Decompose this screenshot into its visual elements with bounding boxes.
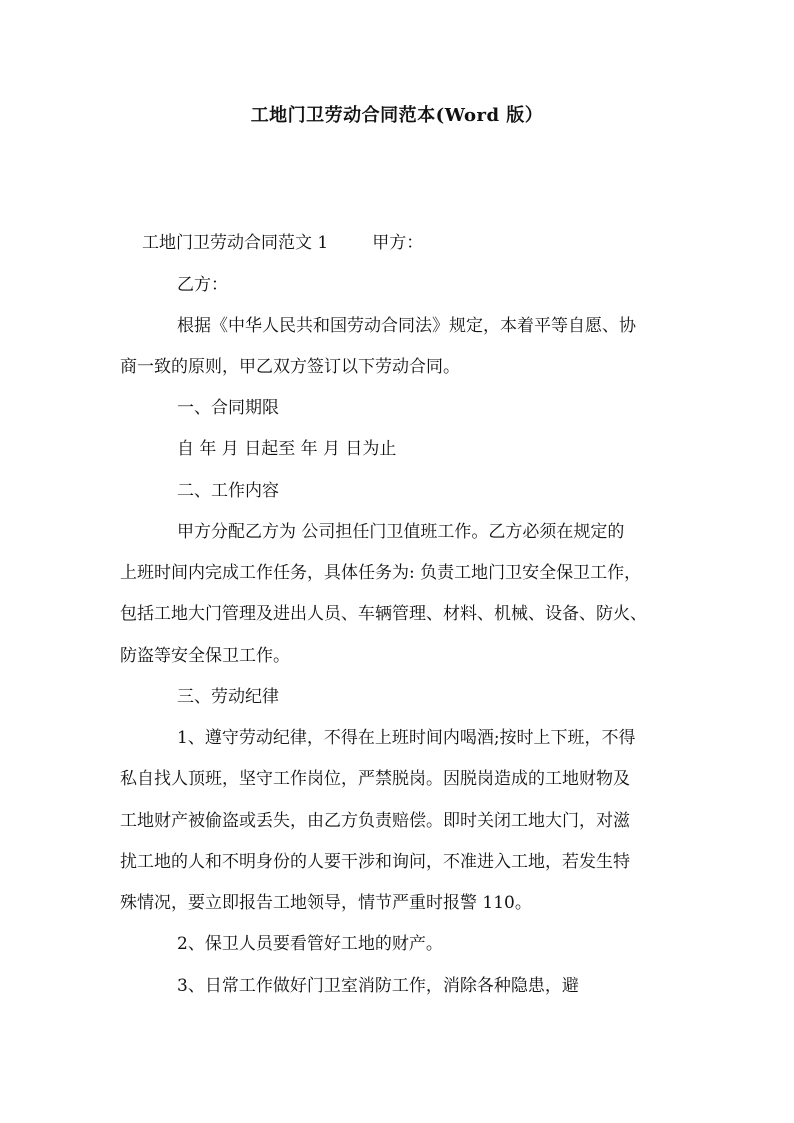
body-line: 根据《中华人民共和国劳动合同法》规定，本着平等自愿、协 bbox=[177, 316, 636, 336]
body-line: 上班时间内完成工作任务，具体任务为: 负责工地门卫安全保卫工作， bbox=[120, 563, 642, 583]
heading-text: 工地门卫劳动合同范文 1 bbox=[142, 233, 329, 253]
body-line: 包括工地大门管理及进出人员、车辆管理、材料、机械、设备、防火、 bbox=[120, 604, 647, 624]
party-a-label: 甲方： bbox=[372, 233, 424, 253]
body-line: 工地财产被偷盗或丢失，由乙方负责赔偿。即时关闭工地大门，对滋 bbox=[120, 811, 630, 831]
body-line bbox=[142, 228, 423, 258]
body-line: 私自找人顶班，坚守工作岗位，严禁脱岗。因脱岗造成的工地财物及 bbox=[120, 769, 630, 789]
section-heading: 二、工作内容 bbox=[177, 481, 279, 501]
body-line: 1、遵守劳动纪律，不得在上班时间内喝酒;按时上下班，不得 bbox=[177, 728, 636, 748]
party-b-label: 乙方： bbox=[177, 275, 228, 295]
body-line: 自 年 月 日起至 年 月 日为止 bbox=[177, 439, 397, 459]
body-line: 甲方分配乙方为 公司担任门卫值班工作。乙方必须在规定的 bbox=[177, 522, 625, 542]
body-line: 防盗等安全保卫工作。 bbox=[120, 646, 290, 666]
body-line: 3、日常工作做好门卫室消防工作，消除各种隐患，避 bbox=[177, 976, 579, 996]
body-line: 扰工地的人和不明身份的人要干涉和询问，不准进入工地，若发生特 bbox=[120, 852, 630, 872]
body-line: 商一致的原则，甲乙双方签订以下劳动合同。 bbox=[120, 357, 460, 377]
section-heading: 一、合同期限 bbox=[177, 398, 279, 418]
document-title: 工地门卫劳动合同范本(Word 版） bbox=[250, 105, 544, 126]
body-line: 殊情况，要立即报告工地领导，情节严重时报警 110。 bbox=[120, 893, 532, 913]
body-line: 2、保卫人员要看管好工地的财产。 bbox=[177, 934, 443, 954]
section-heading: 三、劳动纪律 bbox=[177, 687, 279, 707]
